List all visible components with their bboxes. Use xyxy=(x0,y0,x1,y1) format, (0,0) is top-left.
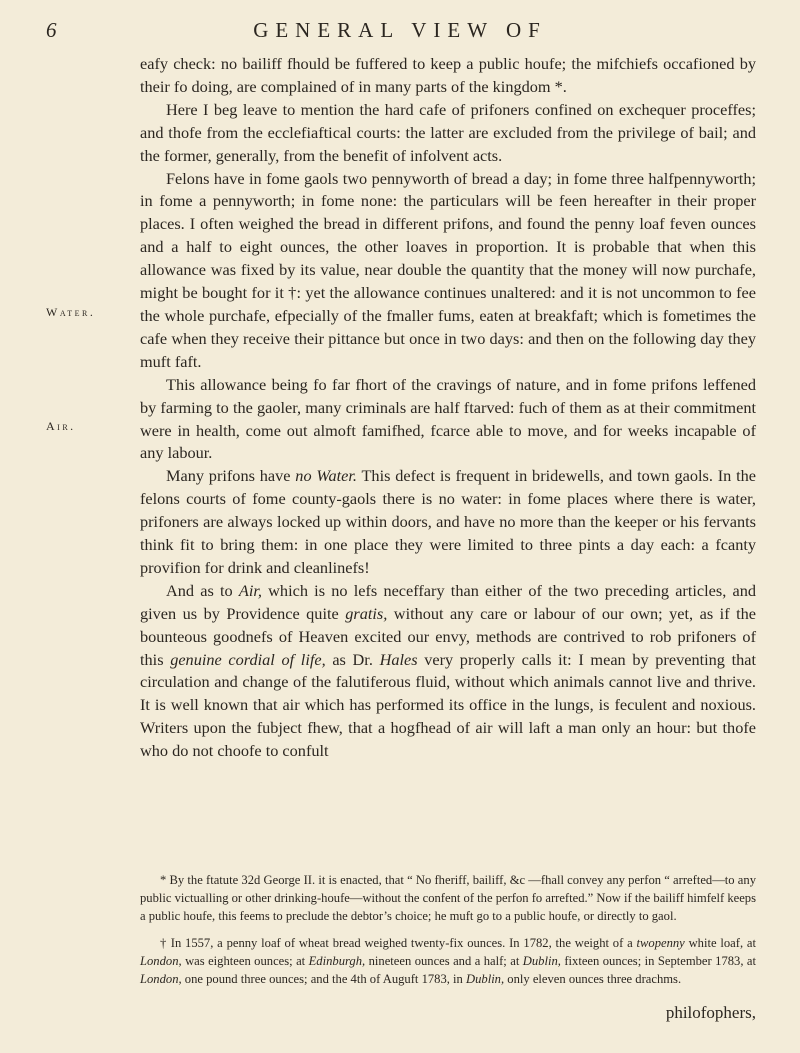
text-run: This defect is frequent in bridewells, and town gaols. In the felons courts of fome county-gaols there is no water: in fome places where there is water, prifoners are always locked up within doors, and have no more than the keeper or his fervants think fit to bring them: in one place they were limited to three pints a day each: a fcanty provifion for drink and cleanlinefs! xyxy=(140,466,756,577)
side-note-air: Air. xyxy=(46,419,76,433)
text-run: one pound three ounces; and the 4th of Auguft 1783, in xyxy=(181,971,466,986)
paragraph-5 xyxy=(140,465,756,580)
footnote-2 xyxy=(140,935,756,988)
italic-run: no Water. xyxy=(295,466,357,486)
italic-run: Dublin, xyxy=(522,954,561,969)
paragraph-4: This allowance being fo far fhort of the cravings of nature, and in fome prifons leffened by farming to the gaoler, many criminals are half ftarved: fuch of them as at their commitment were in health, come out almoft famifhed, fcarce able to move, and for weeks incapable of any labour. xyxy=(140,374,756,463)
text-run: was eighteen ounces; at xyxy=(181,954,309,969)
italic-run: London, xyxy=(140,954,182,969)
text-run: white loaf, at xyxy=(684,936,756,951)
text-run: And as to xyxy=(166,580,239,600)
text-run: fixteen ounces; in September 1783, at xyxy=(560,954,757,969)
text-run: which is no lefs neceffary than either of the two preceding articles, and given us by Providence quite xyxy=(140,580,756,623)
italic-run: London, xyxy=(140,971,182,986)
paragraph-1: eafy check: no bailiff fhould be fuffered to keep a public houfe; the mifchiefs occafioned by their fo doing, are complained of in many parts of the kingdom *. xyxy=(140,54,756,96)
text-run: † In 1557, a penny loaf of wheat bread weighed twenty-fix ounces. In 1782, the weight of a xyxy=(160,936,637,951)
text-run: Many prifons have xyxy=(166,466,296,486)
footnotes xyxy=(140,872,756,999)
italic-run: Hales xyxy=(379,649,418,669)
page-number: 6 xyxy=(46,18,57,42)
italic-run: Air, xyxy=(238,580,262,600)
page-header xyxy=(0,16,800,46)
paragraph-2: Here I beg leave to mention the hard cafe of prifoners confined on exchequer proceffes; and thofe from the ecclefiaftical courts: the latter are excluded from the privilege of bail; and the former, generally, from the benefit of infolvent acts. xyxy=(140,99,756,165)
italic-run: genuine cordial of life, xyxy=(170,649,326,669)
text-run: as Dr. xyxy=(325,649,380,669)
footnote-1: * By the ftatute 32d George II. it is enacted, that “ No fheriff, bailiff, &c —fhall convey any perfon “ arrefted—to any public victualling or other drinking-houfe—without the confent of the perfon fo arrefted.” Now if the bailiff himfelf keeps a public houfe, this feems to preclude the debtor’s choice; he muft go to a public houfe, or directly to gaol. xyxy=(140,873,756,923)
paragraph-3: Felons have in fome gaols two pennyworth of bread a day; in fome three halfpennyworth; in fome a pennyworth; in fome none: the particulars will be feen hereafter in their proper places. I often weighed the bread in different prifons, and found the penny loaf feven ounces and a half to eight ounces, the other loaves in proportion. It is probable that when this allowance was fixed by its value, near double the quantity that the money will now purchafe, might be bought for it †: yet the allowance continues unaltered: and it is not uncommon to fee the whole purchafe, efpecially of the fmaller fums, eaten at breakfaft; which is fometimes the cafe when they receive their pittance but once in two days: and then on the following day they muft faft. xyxy=(140,168,756,371)
catchword: philofophers, xyxy=(665,1003,756,1022)
main-text xyxy=(140,53,756,763)
text-run: without any care or labour of our own; yet, as if the bounteous goodnefs of Heaven excited our envy, methods are contrived to rob prifoners of this xyxy=(140,603,757,669)
text-run: very properly calls it: I mean by preventing that circulation and change of the falutiferous fluid, without which animals cannot live and thrive. It is well known that air which has performed its office in the lungs, is feculent and noxious. Writers upon the fubject fhew, that a hogfhead of air will laft a man only an hour: but thofe who do not choofe to confult xyxy=(140,649,756,761)
italic-run: Dublin, xyxy=(466,971,505,986)
paragraph-6 xyxy=(140,580,756,763)
italic-run: Edinburgh, xyxy=(308,954,366,969)
text-run: only eleven ounces three drachms. xyxy=(504,971,682,986)
text-run: nineteen ounces and a half; at xyxy=(365,954,523,969)
running-head: GENERAL VIEW OF xyxy=(253,18,547,42)
italic-run: twopenny xyxy=(636,936,685,951)
side-note-water: Water. xyxy=(46,305,96,319)
italic-run: gratis, xyxy=(345,603,388,623)
